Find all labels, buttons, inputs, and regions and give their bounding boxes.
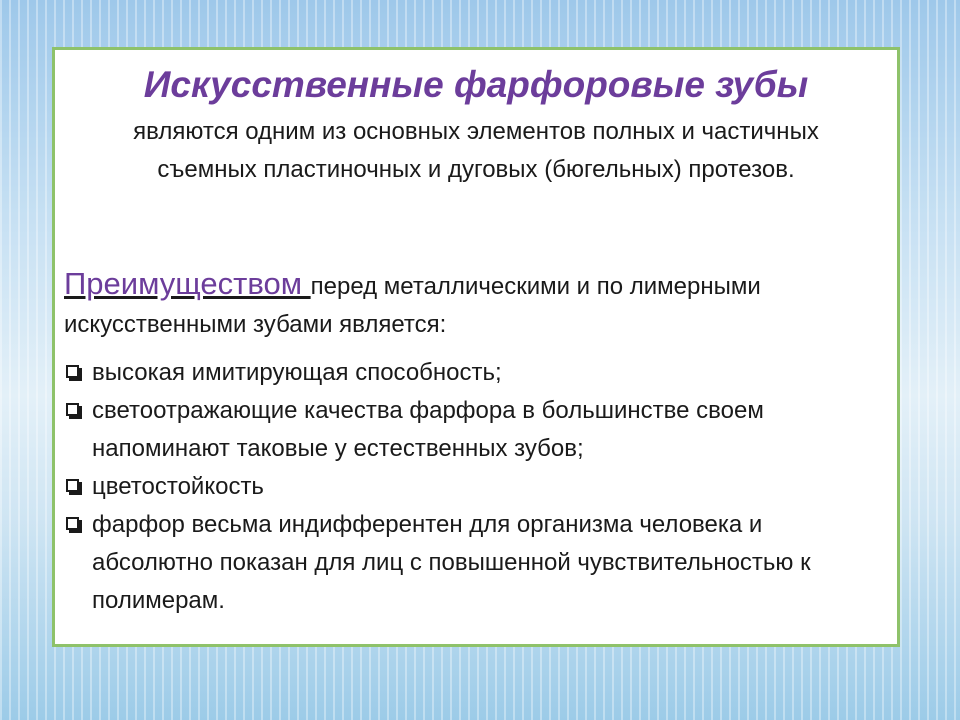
list-item (64, 392, 887, 468)
checkbox-square-icon (66, 517, 79, 530)
intro-text: являются одним из основных элементов полных и частичных съемных пластиночных и дуговых (бюгельных) протезов. (133, 118, 819, 183)
checkbox-square-icon (66, 365, 79, 378)
list-item (64, 506, 887, 620)
list-item-text: высокая имитирующая способность; (92, 359, 502, 386)
list-item (64, 354, 887, 392)
slide-title: Искусственные фарфоровые зубы (143, 64, 809, 105)
list-item-text: светоотражающие качества фарфора в большинстве своем напоминают таковые у естественных зубов; (92, 397, 764, 462)
list-item (64, 468, 887, 506)
advantage-text: перед металлическими и по лимерными искусственными зубами является: (64, 273, 761, 338)
list-item-text: цветостойкость (92, 473, 264, 500)
content-frame (52, 47, 900, 647)
checkbox-square-icon (66, 403, 79, 416)
list-item-text: фарфор весьма индифферентен для организма человека и абсолютно показан для лиц с повышенной чувствительностью к полимерам. (92, 511, 811, 614)
advantage-paragraph (64, 265, 887, 344)
advantages-list (64, 354, 887, 620)
checkbox-square-icon (66, 479, 79, 492)
advantage-link[interactable]: Преимуществом (64, 266, 311, 301)
